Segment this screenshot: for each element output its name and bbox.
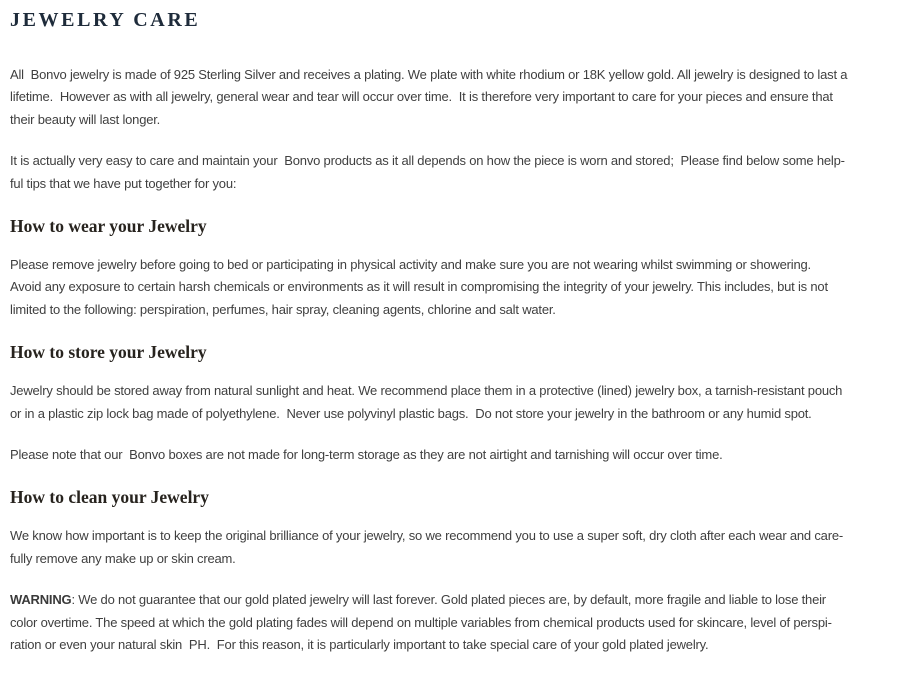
warning-label: WARNING <box>10 592 72 608</box>
text-line: their beauty will last longer. <box>10 111 161 127</box>
warning-line-1-text: : We do not guarantee that our gold plated jewelry will last forever. Gold plated pieces are, by default, more fragile and liable to lose their <box>71 592 826 608</box>
text-line: Please remove jewelry before going to bed or participating in physical activity and make sure you are not wearing whilst swimming or showering. <box>10 257 811 273</box>
text-line: lifetime. However as with all jewelry, general wear and tear will occur over time. It is therefore very important to care for your pieces and ensure that <box>10 89 833 105</box>
warning-line-2: color overtime. The speed at which the gold plating fades will depend on multiple variables from chemical products used for skincare, level of perspi- <box>10 614 832 630</box>
section-heading-store: How to store your Jewelry <box>10 342 207 363</box>
section-heading-clean: How to clean your Jewelry <box>10 487 209 508</box>
text-line: It is actually very easy to care and maintain your Bonvo products as it all depends on how the piece is worn and stored; Please find below some help- <box>10 153 845 169</box>
text-line: All Bonvo jewelry is made of 925 Sterling Silver and receives a plating. We plate with white rhodium or 18K yellow gold. All jewelry is designed to last a <box>10 67 848 82</box>
text-line: Avoid any exposure to certain harsh chemicals or environments as it will result in compromising the integrity of your jewelry. This includes, but is not <box>10 279 828 295</box>
page-title: JEWELRY CARE <box>10 9 201 31</box>
text-line: ful tips that we have put together for you: <box>10 175 237 191</box>
clean-paragraph <box>10 525 911 570</box>
store-paragraph-2 <box>10 444 911 466</box>
text-line: or in a plastic zip lock bag made of polyethylene. Never use polyvinyl plastic bags. Do not store your jewelry in the bathroom or any humid spot. <box>10 405 812 421</box>
warning-line-1 <box>10 589 911 611</box>
wear-paragraph <box>10 254 911 321</box>
text-line: Please note that our Bonvo boxes are not made for long-term storage as they are not airtight and tarnishing will occur over time. <box>10 447 723 463</box>
section-heading-wear: How to wear your Jewelry <box>10 216 207 237</box>
intro-paragraph-2 <box>10 150 911 195</box>
text-line: limited to the following: perspiration, perfumes, hair spray, cleaning agents, chlorine and salt water. <box>10 301 556 317</box>
store-paragraph-1 <box>10 380 911 425</box>
text-line: We know how important is to keep the original brilliance of your jewelry, so we recommend you to use a super soft, dry cloth after each wear and care- <box>10 528 843 544</box>
text-line: Jewelry should be stored away from natural sunlight and heat. We recommend place them in a protective (lined) jewelry box, a tarnish-resistant pouch <box>10 383 843 399</box>
text-line: fully remove any make up or skin cream. <box>10 550 236 566</box>
warning-paragraph <box>10 589 911 656</box>
intro-paragraph-1 <box>10 64 911 131</box>
warning-line-3: ration or even your natural skin PH. For this reason, it is particularly important to take special care of your gold plated jewelry. <box>10 637 709 653</box>
